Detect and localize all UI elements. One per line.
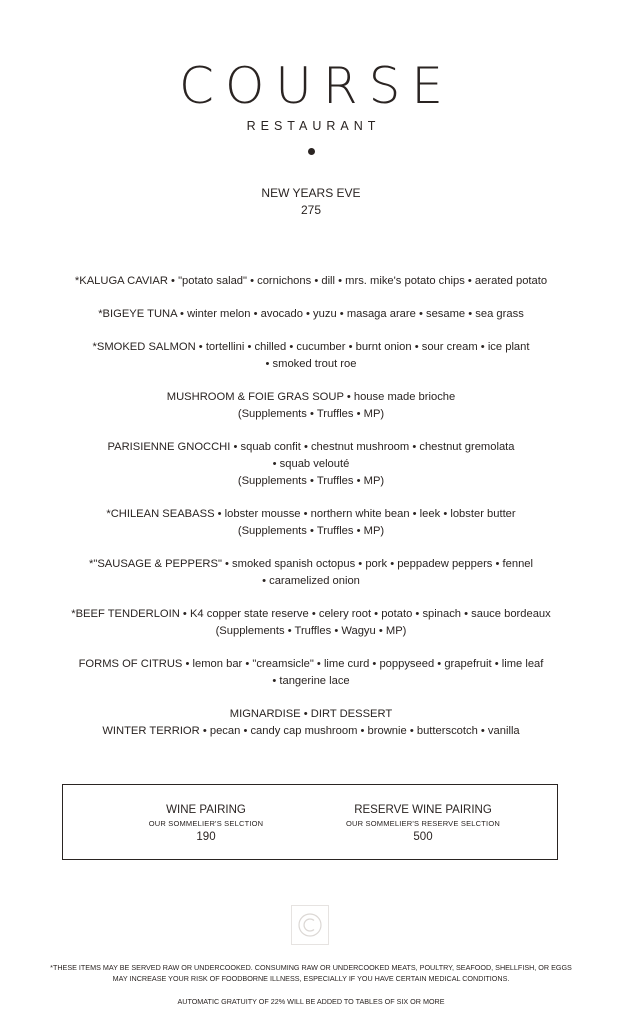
wine-pairing-price: 190 bbox=[196, 831, 216, 843]
reserve-pairing-note: OUR SOMMELIER'S RESERVE SELCTION bbox=[346, 819, 500, 828]
menu-course-line: *CHILEAN SEABASS • lobster mousse • northern white bean • leek • lobster butter bbox=[106, 508, 516, 520]
menu-course bbox=[40, 439, 582, 490]
menu-course-line: (Supplements • Truffles • Wagyu • MP) bbox=[215, 625, 407, 637]
menu-course-line: WINTER TERRIOR • pecan • candy cap mushroom • brownie • butterscotch • vanilla bbox=[102, 725, 520, 737]
disclaimer-line-2: MAY INCREASE YOUR RISK OF FOODBORNE ILLNESS, ESPECIALLY IF YOU HAVE CERTAIN MEDICAL CONDITIONS. bbox=[112, 974, 510, 983]
menu-course bbox=[40, 339, 582, 373]
menu-course-line: • caramelized onion bbox=[262, 575, 360, 587]
event-price: 275 bbox=[300, 203, 322, 217]
course-logo-svg bbox=[292, 906, 328, 944]
brand-subtitle: RESTAURANT bbox=[246, 119, 381, 133]
menu-course bbox=[40, 306, 582, 323]
menu-course-line: • squab velouté bbox=[272, 458, 350, 470]
menu-course-line: PARISIENNE GNOCCHI • squab confit • chestnut mushroom • chestnut gremolata bbox=[107, 441, 515, 453]
wine-pairing-title: WINE PAIRING bbox=[166, 804, 246, 816]
gratuity-note: AUTOMATIC GRATUITY OF 22% WILL BE ADDED TO TABLES OF SIX OR MORE bbox=[177, 997, 445, 1006]
menu-course bbox=[40, 656, 582, 690]
menu-list bbox=[40, 273, 582, 756]
menu-course-line: • tangerine lace bbox=[272, 675, 350, 687]
menu-course-line: • smoked trout roe bbox=[265, 358, 357, 370]
menu-course-line: MUSHROOM & FOIE GRAS SOUP • house made brioche bbox=[166, 391, 456, 403]
menu-course-line: (Supplements • Truffles • MP) bbox=[237, 408, 385, 420]
menu-course bbox=[40, 273, 582, 290]
pairing-box bbox=[62, 784, 558, 860]
menu-course bbox=[40, 506, 582, 540]
menu-course-line: *BEEF TENDERLOIN • K4 copper state reserve • celery root • potato • spinach • sauce bordeaux bbox=[71, 608, 551, 620]
menu-course-line: *SMOKED SALMON • tortellini • chilled • cucumber • burnt onion • sour cream • ice plant bbox=[92, 341, 530, 353]
dot-icon bbox=[308, 148, 315, 155]
reserve-wine-pairing bbox=[323, 803, 523, 845]
menu-course-line: FORMS OF CITRUS • lemon bar • "creamsicle" • lime curd • poppyseed • grapefruit • lime leaf bbox=[78, 658, 544, 670]
brand-name: COURSE bbox=[179, 57, 454, 115]
menu-course-line: (Supplements • Truffles • MP) bbox=[237, 475, 385, 487]
menu-course-line: *"SAUSAGE & PEPPERS" • smoked spanish octopus • pork • peppadew peppers • fennel bbox=[89, 558, 533, 570]
menu-course bbox=[40, 389, 582, 423]
menu-course bbox=[40, 606, 582, 640]
brand-header bbox=[0, 58, 622, 155]
menu-course bbox=[40, 706, 582, 740]
reserve-pairing-title: RESERVE WINE PAIRING bbox=[354, 804, 492, 816]
menu-course-line: MIGNARDISE • DIRT DESSERT bbox=[229, 708, 393, 720]
event-heading bbox=[0, 185, 622, 219]
disclaimer-line-1: *THESE ITEMS MAY BE SERVED RAW OR UNDERCOOKED. CONSUMING RAW OR UNDERCOOKED MEATS, POULTRY, SEAFOOD, SHELLFISH, OR EGGS bbox=[50, 963, 572, 972]
menu-course-line: *KALUGA CAVIAR • "potato salad" • cornichons • dill • mrs. mike's potato chips • aerated potato bbox=[74, 275, 548, 287]
reserve-pairing-price: 500 bbox=[413, 831, 433, 843]
course-logo-icon bbox=[291, 905, 329, 945]
menu-course-line: *BIGEYE TUNA • winter melon • avocado • yuzu • masaga arare • sesame • sea grass bbox=[98, 308, 524, 320]
event-title: NEW YEARS EVE bbox=[261, 186, 361, 200]
menu-course bbox=[40, 556, 582, 590]
footer bbox=[10, 962, 612, 1007]
menu-course-line: (Supplements • Truffles • MP) bbox=[237, 525, 385, 537]
wine-pairing bbox=[106, 803, 306, 845]
wine-pairing-note: OUR SOMMELIER'S SELCTION bbox=[148, 819, 264, 828]
